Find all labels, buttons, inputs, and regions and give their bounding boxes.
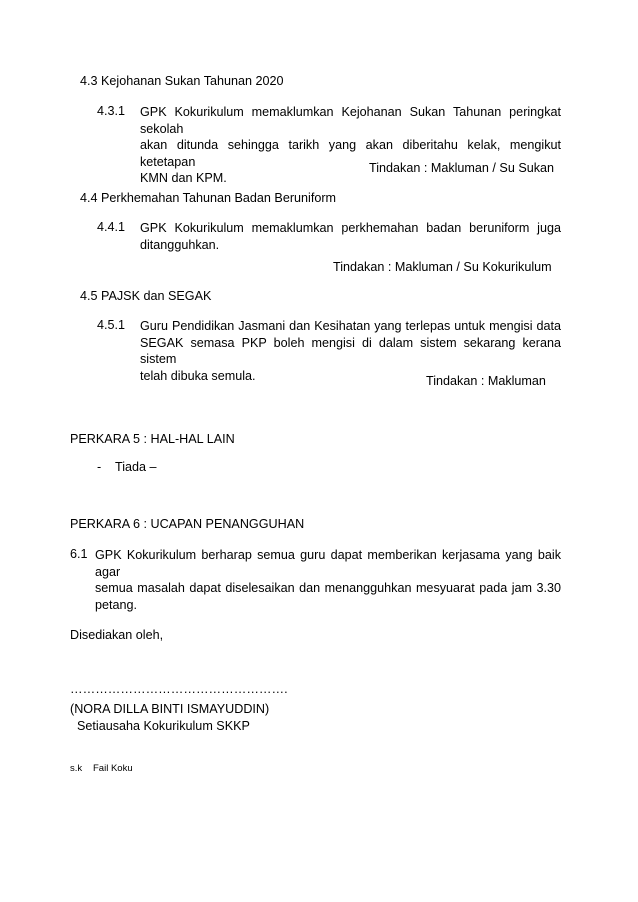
text-line: Guru Pendidikan Jasmani dan Kesihatan yang terlepas untuk mengisi data	[140, 319, 561, 333]
item-4-4-1-text	[140, 220, 561, 253]
prepared-by-label: Disediakan oleh,	[70, 628, 164, 642]
perkara-5-heading: PERKARA 5 : HAL-HAL LAIN	[70, 432, 235, 446]
text-line: semua masalah dapat diselesaikan dan menangguhkan mesyuarat pada jam 3.30	[95, 581, 561, 596]
signatory-title: Setiausaha Kokurikulum SKKP	[77, 719, 250, 733]
sk-value: Fail Koku	[93, 763, 133, 774]
item-6-1-text	[95, 547, 561, 613]
text-line: telah dibuka semula.	[140, 368, 256, 383]
item-4-4-1-number: 4.4.1	[97, 220, 126, 234]
text-line: ditangguhkan.	[140, 237, 220, 252]
text-line: KMN dan KPM.	[140, 171, 227, 186]
signature-line: …………………………………………….	[70, 682, 288, 696]
item-4-5-1-number: 4.5.1	[97, 318, 126, 332]
sk-label: s.k	[70, 763, 83, 774]
item-6-1-number: 6.1	[70, 547, 88, 561]
tindakan-4-4: Tindakan : Makluman / Su Kokurikulum	[333, 260, 552, 274]
text-line: GPK Kokurikulum berharap semua guru dapat memberikan kerjasama yang baik agar	[95, 548, 561, 579]
text-line: akan ditunda sehingga tarikh yang akan diberitahu kelak, mengikut ketetapan	[140, 138, 561, 169]
text-line: GPK Kokurikulum memaklumkan Kejohanan Sukan Tahunan peringkat sekolah	[140, 105, 561, 136]
section-4-3-heading: 4.3 Kejohanan Sukan Tahunan 2020	[80, 74, 284, 88]
list-dash: -	[97, 460, 102, 474]
text-line: GPK Kokurikulum memaklumkan perkhemahan badan beruniform juga	[140, 221, 561, 235]
perkara-6-heading: PERKARA 6 : UCAPAN PENANGGUHAN	[70, 517, 305, 531]
section-4-4-heading: 4.4 Perkhemahan Tahunan Badan Beruniform	[80, 191, 337, 205]
tindakan-4-3: Tindakan : Makluman / Su Sukan	[369, 161, 555, 175]
item-4-3-1-number: 4.3.1	[97, 104, 126, 118]
text-line: petang.	[95, 597, 138, 612]
tindakan-4-5: Tindakan : Makluman	[426, 374, 546, 388]
signatory-name: (NORA DILLA BINTI ISMAYUDDIN)	[70, 702, 270, 716]
perkara-5-item: Tiada –	[115, 460, 157, 474]
section-4-5-heading: 4.5 PAJSK dan SEGAK	[80, 289, 212, 303]
text-line: SEGAK semasa PKP boleh mengisi di dalam sistem sekarang kerana sistem	[140, 335, 561, 367]
